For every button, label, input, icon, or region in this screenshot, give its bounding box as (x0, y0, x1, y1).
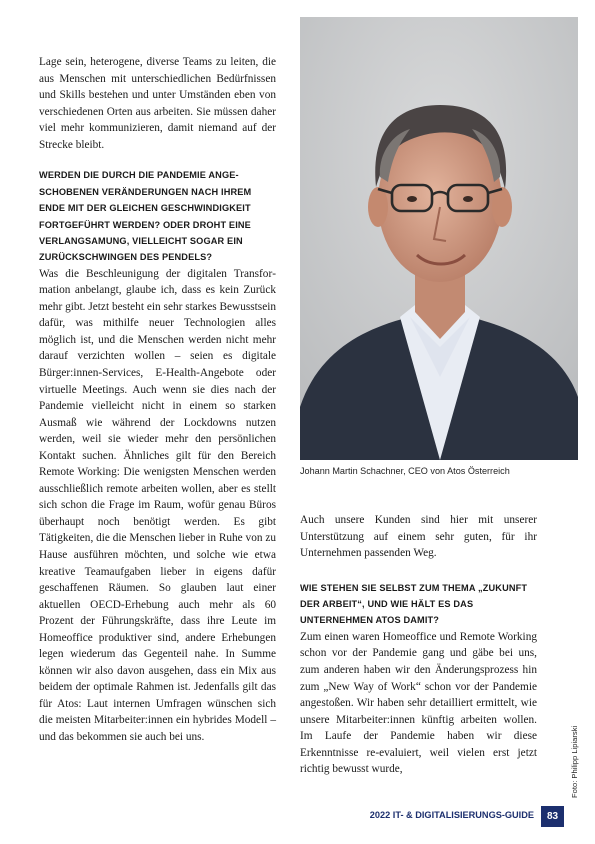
question-1-heading: WERDEN DIE DURCH DIE PANDEMIE ANGESCHOBENEN VERÄNDERUNGEN NACH IHREM ENDE MIT DER GLEICHEN GESCHWINDIGKEIT FORTGEFÜHRT WERDEN? ODER DROHT EINE VERLANGSAMUNG, VIELLEICHT SOGAR EIN ZURÜCKSCHWINGEN DES PENDELS? (39, 170, 252, 263)
answer-2-paragraph: Zum einen waren Homeoffice und Remote Working schon vor der Pandemie gang und gäbe bei uns, zum anderen haben wir den Änderungsprozess hin zum „New Way of Work“ schon vor der Pandemie angestoßen. Wir haben sehr detailliert ermittelt, wie unsere Mitarbeiter:innen künftig arbeiten wollen. Im Laufe der Pandemie haben wir diese Erkenntnisse re-evaluiert, weil vielen erst jetzt richtig bewusst wurde, (300, 630, 537, 776)
footer-guide-title (370, 810, 534, 820)
page-number: 83 (541, 806, 564, 827)
portrait-illustration (300, 17, 578, 460)
intro-paragraph: Lage sein, heterogene, diverse Teams zu leiten, die aus Menschen mit unterschiedlichen Bedürfnissen und Skills bestehen und unter Umständen eben von verschiedenen Orten aus arbeiten. Sie müssen daher viel mehr kommunizieren, damit niemand auf der Strecke bleibt. (39, 56, 276, 151)
question-2-heading: WIE STEHEN SIE SELBST ZUM THEMA „ZUKUNFT DER ARBEIT“, UND WIE HÄLT ES DAS UNTERNEHMEN ATOS DAMIT? (300, 582, 528, 626)
footer-year: 2022 (369, 810, 391, 820)
photo-caption: Johann Martin Schachner, CEO von Atos Österreich (300, 466, 510, 476)
left-column (39, 54, 276, 746)
footer-title: IT- & DIGITALISIERUNGS-GUIDE (392, 810, 534, 820)
answer-1-paragraph: Was die Beschleunigung der digitalen Transformation anbelangt, glaube ich, dass es kein Zurück mehr gibt. Jetzt besteht ein sehr starkes Bewusstsein dafür, was mithilfe neuer Technologien alles möglich ist, und die Menschen werden nicht mehr darauf verzichten wollen – seien es digitale Bürger:innen-Services, E-Health-Angebote oder virtuelle Meetings. Auch wenn sie dies nach der Pandemie vielleicht nicht in einem so starken Ausmaß wie während der Lockdowns nutzen werden, weil sie wieder mehr den persönlichen Kontakt suchen. Ähnliches gilt für den Bereich Remote Working: Die wenigsten Menschen werden ausschließlich remote arbeiten wollen, aber es stellt sich schon die Frage im Raum, wofür genau Büros überhaupt noch benötigt werden. Es gibt Tätigkeiten, die die Menschen lieber in Ruhe von zu Hause ausführen möchten, und solche wie etwa kreative Teamaufgaben lieber in eigens dafür geschaffenen Räumen. So glauben laut einer aktuellen OECD-Erhebung auch mehr als 60 Prozent der Führungskräfte, dass ihre Leute im Homeoffice produktiver sind, andere Erhebungen legen wiederum das Gegenteil nahe. In Summe können wir also davon ausgehen, dass ein Mix aus beidem der optimale Rahmen ist. Jedenfalls gilt das für Atos: Laut internen Umfragen wünschen sich die meisten Mitarbeiter:innen ein hybrides Modell – und das bekommen sie auch bei uns. (39, 267, 276, 744)
right-column (300, 512, 537, 778)
continuation-paragraph: Auch unsere Kunden sind hier mit unserer Unterstützung auf einem sehr guten, für ihr Unternehmen passenden Weg. (300, 514, 537, 560)
photo-credit: Foto: Philipp Lipiarski (570, 725, 579, 798)
portrait-photo (300, 17, 578, 460)
